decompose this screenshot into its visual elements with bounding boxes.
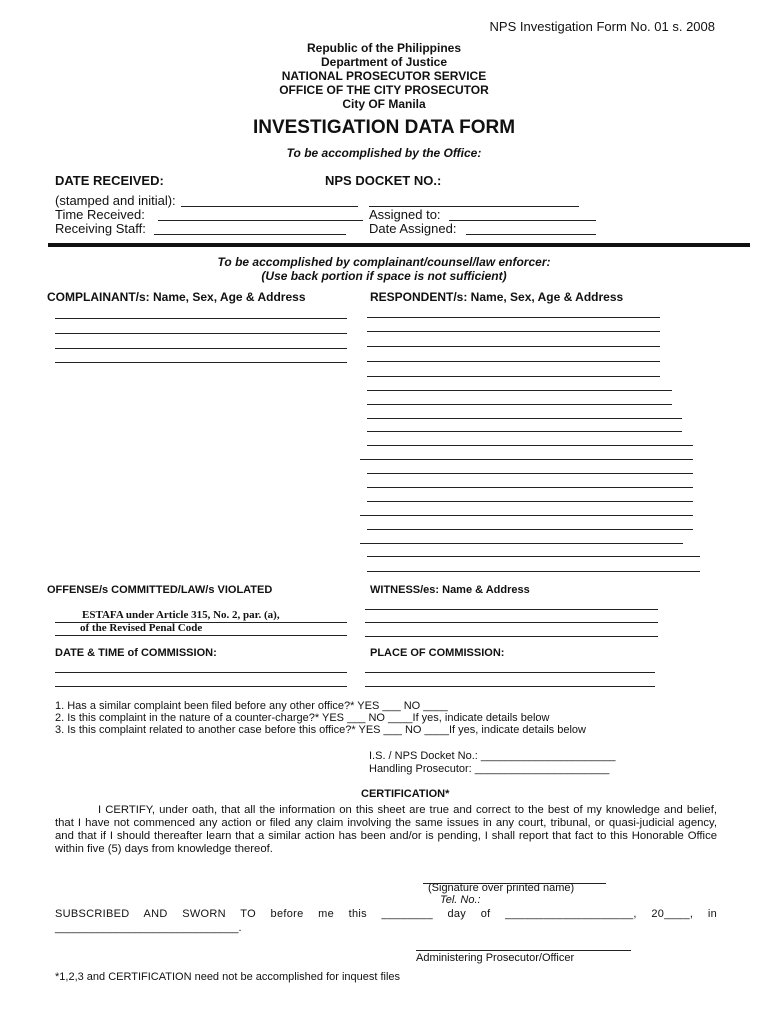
certification-text: I CERTIFY, under oath, that all the information on this sheet are true and correct to the best of my knowledge and belief, that I have not commenced any action or filed any claim involving the same issues in any court, tribunal, or quasi-judicial agency, and that if I should thereafter learn that a similar action has been and/or is pending, I shall report that fact to this Honorable Office within five (5) days from knowledge thereof. — [55, 804, 717, 855]
complainant-header: COMPLAINANT/s: Name, Sex, Age & Address — [47, 290, 306, 304]
respondent-line[interactable] — [367, 317, 660, 318]
witness-line[interactable] — [365, 622, 658, 623]
respondent-header: RESPONDENT/s: Name, Sex, Age & Address — [370, 290, 624, 304]
header-nps: NATIONAL PROSECUTOR SERVICE — [281, 69, 487, 83]
assigned-to-line[interactable] — [449, 220, 596, 221]
respondent-line[interactable] — [367, 571, 700, 572]
respondent-line[interactable] — [367, 418, 682, 419]
respondent-line[interactable] — [367, 501, 693, 502]
place-line[interactable] — [365, 686, 655, 687]
respondent-line[interactable] — [367, 487, 693, 488]
receiving-staff-label: Receiving Staff: — [55, 221, 146, 236]
receiving-staff-line[interactable] — [154, 234, 346, 235]
header-city: City OF Manila — [342, 97, 426, 111]
offense-line[interactable] — [55, 635, 347, 636]
certification-title: CERTIFICATION* — [361, 788, 450, 800]
offense-value-2: of the Revised Penal Code — [80, 622, 203, 634]
handling-prosecutor-field[interactable]: Handling Prosecutor: ______________________ — [369, 763, 610, 775]
witness-line[interactable] — [365, 636, 658, 637]
stamped-line[interactable] — [181, 206, 358, 207]
respondent-line[interactable] — [367, 361, 660, 362]
datetime-line[interactable] — [55, 672, 347, 673]
complainant-line[interactable] — [55, 362, 347, 363]
complainant-line[interactable] — [55, 333, 347, 334]
footnote: *1,2,3 and CERTIFICATION need not be accomplished for inquest files — [55, 971, 401, 983]
offense-value-1: ESTAFA under Article 315, No. 2, par. (a), — [82, 609, 280, 621]
header-office: OFFICE OF THE CITY PROSECUTOR — [279, 83, 489, 97]
complainant-note-2: (Use back portion if space is not sufficient) — [261, 269, 507, 283]
tel-label: Tel. No.: — [440, 894, 481, 906]
respondent-line[interactable] — [367, 529, 693, 530]
respondent-line[interactable] — [367, 445, 693, 446]
respondent-line[interactable] — [367, 331, 660, 332]
assigned-to-label: Assigned to: — [369, 207, 441, 222]
administering-label: Administering Prosecutor/Officer — [416, 952, 575, 964]
witness-header: WITNESS/es: Name & Address — [370, 584, 530, 596]
question-3: 3. Is this complaint related to another case before this office?* YES ___ NO ____If yes, indicate details below — [55, 724, 586, 736]
witness-line[interactable] — [365, 609, 658, 610]
signature-label: (Signature over printed name) — [428, 882, 575, 894]
question-2: 2. Is this complaint in the nature of a counter-charge?* YES ___ NO ____If yes, indicate details below — [55, 712, 550, 724]
administering-line[interactable] — [416, 950, 631, 951]
subscribed-line-2: ______________________________. — [55, 922, 242, 934]
complainant-line[interactable] — [55, 348, 347, 349]
complainant-line[interactable] — [55, 318, 347, 319]
place-line[interactable] — [365, 672, 655, 673]
datetime-header: DATE & TIME of COMMISSION: — [55, 647, 217, 659]
section-divider — [48, 243, 750, 247]
nps-docket-label: NPS DOCKET NO.: — [325, 173, 442, 188]
respondent-line[interactable] — [367, 473, 693, 474]
respondent-line[interactable] — [367, 431, 682, 432]
form-title: INVESTIGATION DATA FORM — [252, 117, 516, 138]
form-number: NPS Investigation Form No. 01 s. 2008 — [489, 19, 715, 34]
date-assigned-label: Date Assigned: — [369, 221, 457, 236]
time-received-label: Time Received: — [55, 207, 145, 222]
respondent-line[interactable] — [360, 459, 693, 460]
respondent-line[interactable] — [360, 515, 693, 516]
complainant-note-1: To be accomplished by complainant/counsel/law enforcer: — [217, 255, 551, 269]
is-docket-field[interactable]: I.S. / NPS Docket No.: ______________________ — [369, 750, 616, 762]
header-republic: Republic of the Philippines — [306, 41, 461, 55]
place-header: PLACE OF COMMISSION: — [370, 647, 505, 659]
respondent-line[interactable] — [367, 556, 700, 557]
respondent-line[interactable] — [367, 404, 672, 405]
stamped-label: (stamped and initial): — [55, 193, 176, 208]
respondent-line[interactable] — [367, 346, 660, 347]
header-department: Department of Justice — [320, 55, 448, 69]
office-note: To be accomplished by the Office: — [286, 146, 482, 160]
time-received-line[interactable] — [158, 220, 363, 221]
offense-header: OFFENSE/s COMMITTED/LAW/s VIOLATED — [47, 584, 273, 596]
subscribed-line: SUBSCRIBED AND SWORN TO before me this ________ day of ____________________, 20____, in — [55, 908, 717, 920]
respondent-line[interactable] — [367, 376, 660, 377]
datetime-line[interactable] — [55, 686, 347, 687]
respondent-line[interactable] — [360, 543, 683, 544]
respondent-line[interactable] — [367, 390, 672, 391]
question-1: 1. Has a similar complaint been filed before any other office?* YES ___ NO ____ — [55, 700, 448, 712]
date-assigned-line[interactable] — [466, 234, 596, 235]
date-received-label: DATE RECEIVED: — [55, 173, 164, 188]
